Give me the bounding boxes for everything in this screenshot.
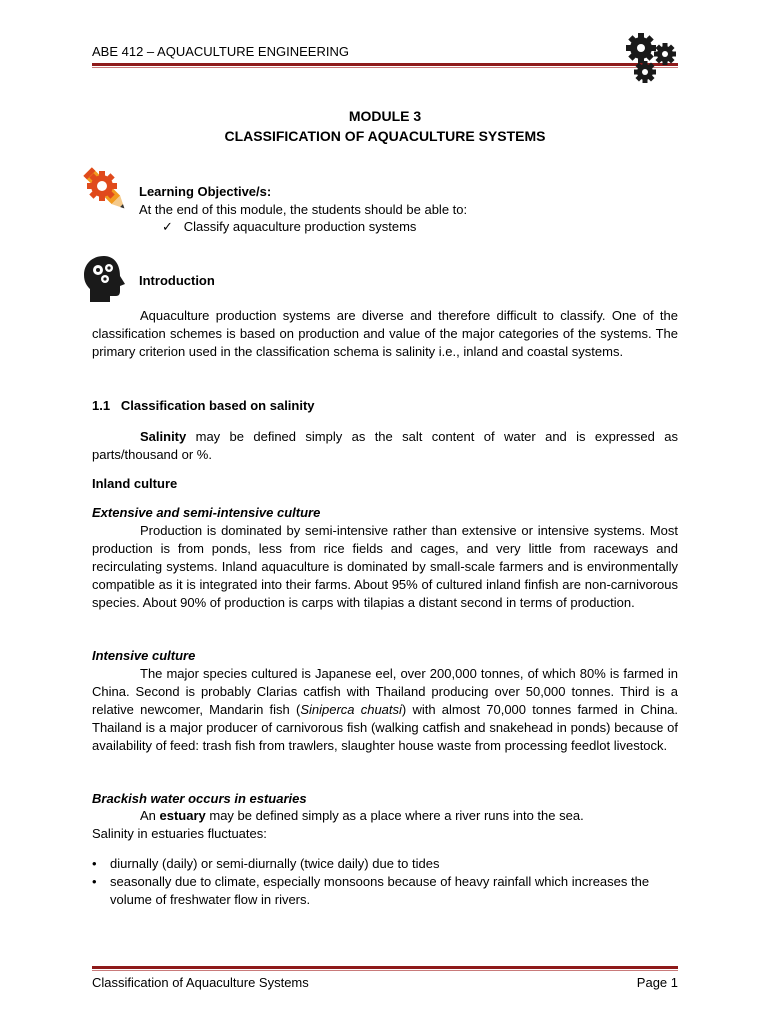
list-item: • diurnally (daily) or semi-diurnally (twice daily) due to tides: [92, 855, 678, 873]
footer-title: Classification of Aquaculture Systems: [92, 975, 309, 990]
check-icon: ✓: [162, 219, 173, 234]
pencil-gear-icon: [78, 162, 134, 218]
inland-heading: Inland culture: [92, 476, 178, 491]
estuary-lead: An: [140, 808, 160, 823]
section-title: Classification based on salinity: [120, 398, 315, 413]
objective-item: [162, 219, 416, 235]
salinity-text: may be defined simply as the salt content of water and is expressed as parts/thousand or %.: [92, 429, 678, 462]
head-gears-icon: [82, 254, 128, 304]
page-footer: [92, 975, 678, 990]
extensive-heading: Extensive and semi-intensive culture: [92, 505, 321, 520]
salinity-definition: [92, 428, 678, 464]
page-number: Page 1: [636, 975, 678, 990]
objectives-heading: Learning Objective/s:: [139, 184, 272, 199]
footer-rule: [92, 966, 678, 972]
intensive-body: [92, 665, 678, 755]
section-number: 1.1: [92, 398, 111, 413]
species-name: Siniperca chuatsi: [300, 702, 402, 717]
intensive-text-b: ) with almost 70,000 tonnes farmed in China. Thailand is a major producer of carnivorous fish (walking catfish and snakehead in ponds) because of availability of feed: trash fish from trawlers, slaughter house waste from processing feedlot livestock.: [92, 702, 679, 753]
intro-body: Aquaculture production systems are diverse and therefore difficult to classify. One of the classification schemes is based on production and value of the major categories of the systems. The primary criterion used in the classification schema is salinity i.e., inland and coastal systems.: [92, 308, 678, 359]
salinity-term: Salinity: [140, 429, 187, 444]
running-header: ABE 412 – AQUACULTURE ENGINEERING: [92, 44, 349, 59]
estuary-term: estuary: [159, 808, 206, 823]
objectives-lead: At the end of this module, the students should be able to:: [139, 202, 468, 217]
gears-icon: [625, 30, 681, 86]
intensive-heading: Intensive culture: [92, 648, 196, 663]
extensive-body: Production is dominated by semi-intensive rather than extensive or intensive systems. Most production is from ponds, less from rice fields and cages, and very little from raceways and recirculating systems. Inland aquaculture is dominated by small-scale farmers and is environmentally compatible as it is integrated into their farms. About 95% of cultured inland finfish are non-carnivorous species. About 90% of production is carps with tilapias a distant second in terms of production.: [92, 523, 678, 610]
module-number: MODULE 3: [348, 108, 422, 124]
objective-text: Classify aquaculture production systems: [183, 219, 417, 234]
page-title: CLASSIFICATION OF AQUACULTURE SYSTEMS: [224, 128, 546, 144]
intro-heading: Introduction: [139, 273, 215, 288]
section-heading: [92, 398, 315, 413]
brackish-heading: Brackish water occurs in estuaries: [92, 791, 307, 806]
fluctuation-list: [92, 855, 678, 909]
estuary-definition: [140, 808, 584, 823]
list-item: • seasonally due to climate, especially monsoons because of heavy rainfall which increases the volume of freshwater flow in rivers.: [92, 873, 678, 909]
intensive-text-a: The major species cultured is Japanese eel, over 200,000 tonnes, of which 80% is farmed in China. Second is probably Clarias catfish with Thailand producing over 50,000 tonnes. Third is a relative newcomer, Mandarin fish (: [92, 666, 678, 717]
estuary-text: may be defined simply as a place where a river runs into the sea.: [205, 808, 584, 823]
header-rule: [92, 63, 678, 69]
fluctuates-lead: Salinity in estuaries fluctuates:: [92, 826, 267, 841]
